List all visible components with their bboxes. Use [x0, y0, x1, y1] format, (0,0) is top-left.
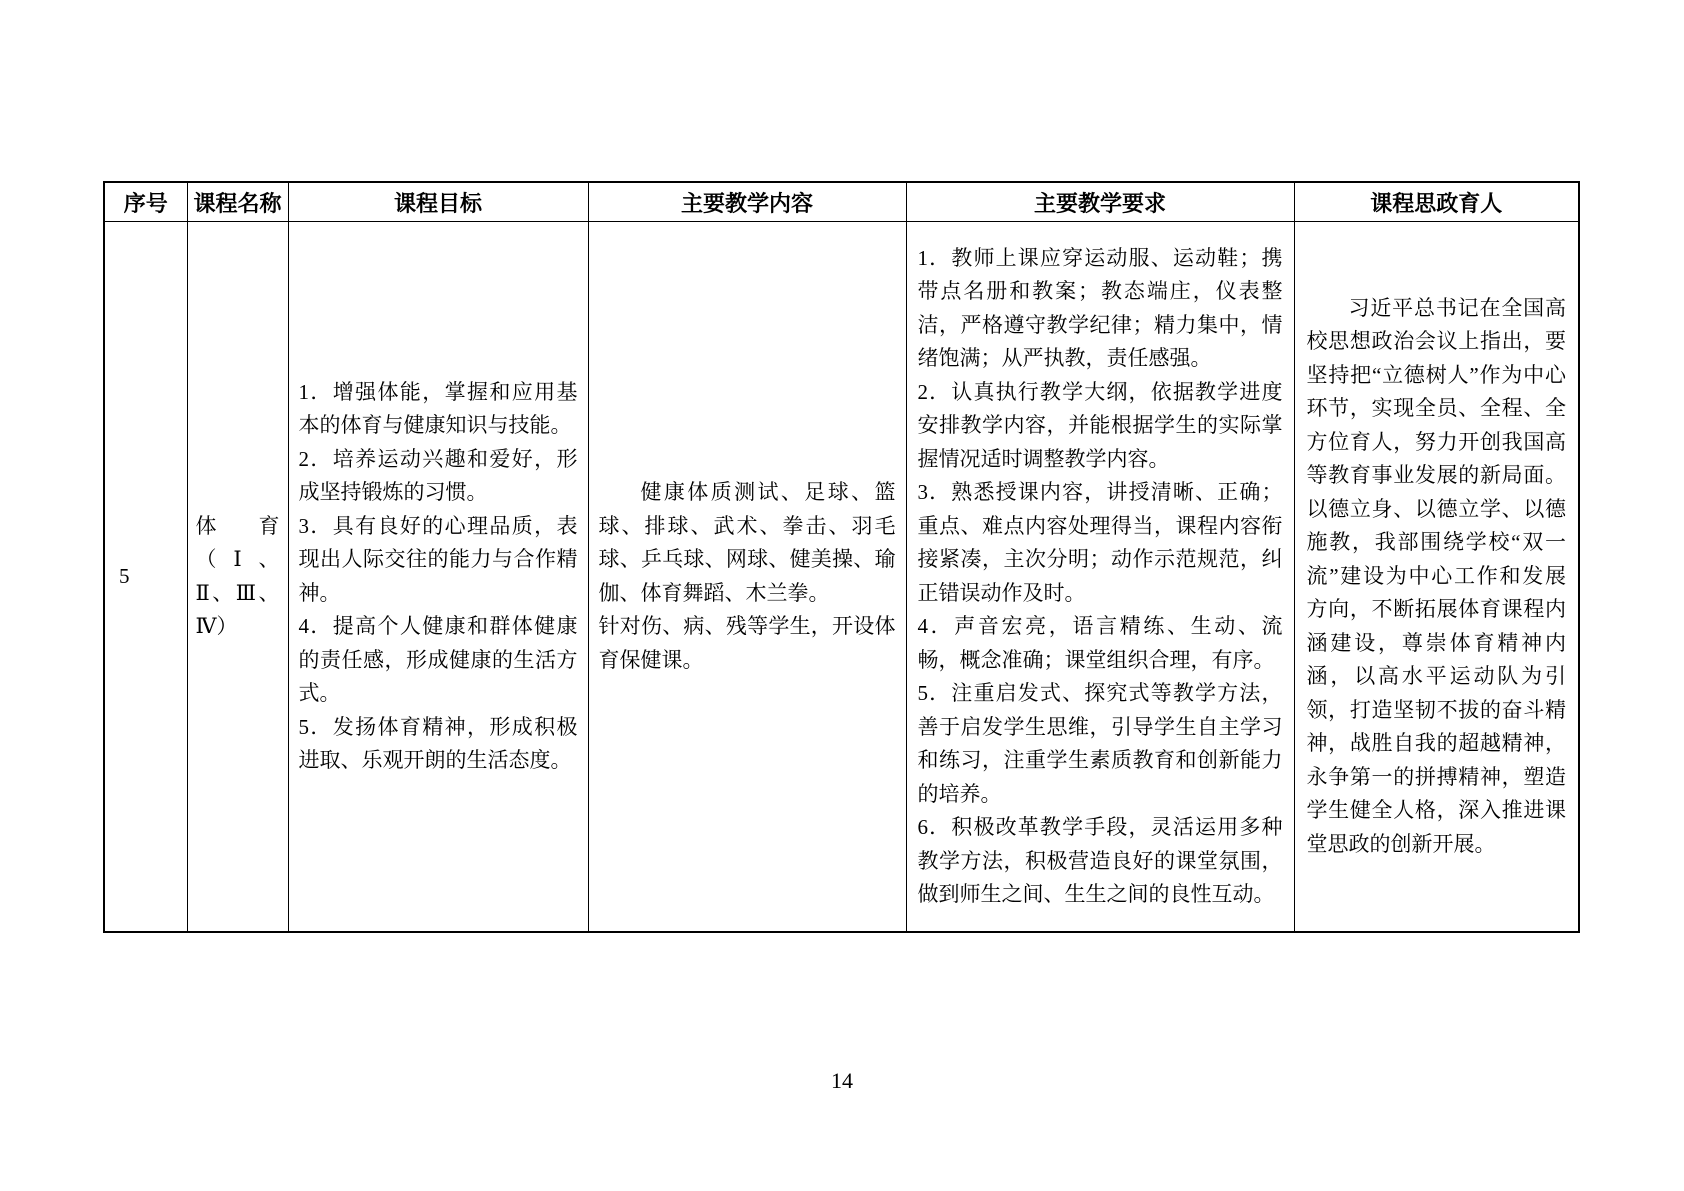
- objective-item: 5．发扬体育精神，形成积极进取、乐观开朗的生活态度。: [298, 714, 578, 772]
- cell-index: 5: [104, 222, 187, 933]
- header-course-objectives: 课程目标: [288, 182, 588, 222]
- requirement-item: 1．教师上课应穿运动服、运动鞋；携带点名册和教案；教态端庄，仪表整洁，严格遵守教学纪律；精力集中，情绪饱满；从严执教，责任感强。: [917, 245, 1283, 370]
- objective-item: 2．培养运动兴趣和爱好，形成坚持锻炼的习惯。: [298, 446, 578, 504]
- cell-ideology-education: [1294, 222, 1579, 933]
- requirement-item: 2．认真执行教学大纲，依据教学进度安排教学内容，并能根据学生的实际掌握情况适时调整教学内容。: [917, 379, 1283, 471]
- objective-item: 3．具有良好的心理品质，表现出人际交往的能力与合作精神。: [298, 513, 578, 605]
- requirement-item: 6．积极改革教学手段，灵活运用多种教学方法，积极营造良好的课堂氛围，做到师生之间、生生之间的良性互动。: [917, 815, 1283, 906]
- objective-item: 1．增强体能，掌握和应用基本的体育与健康知识与技能。: [298, 379, 578, 437]
- header-teaching-content: 主要教学内容: [588, 182, 906, 222]
- table-row: [104, 222, 1579, 933]
- cell-teaching-content: [588, 222, 906, 933]
- objective-item: 4．提高个人健康和群体健康的责任感，形成健康的生活方式。: [298, 614, 578, 705]
- header-row: [104, 182, 1579, 222]
- cell-teaching-requirements: [906, 222, 1294, 933]
- header-index: 序号: [104, 182, 187, 222]
- header-ideology-education: 课程思政育人: [1294, 182, 1579, 222]
- requirement-item: 3．熟悉授课内容，讲授清晰、正确；重点、难点内容处理得当，课程内容衔接紧凑，主次分明；动作示范规范，纠正错误动作及时。: [917, 480, 1283, 605]
- requirement-item: 4．声音宏亮，语言精练、生动、流畅，概念准确；课堂组织合理，有序。: [917, 614, 1283, 672]
- header-teaching-requirements: 主要教学要求: [906, 182, 1294, 222]
- cell-course-objectives: [288, 222, 588, 933]
- page-number: 14: [831, 1068, 853, 1093]
- content-paragraph: 针对伤、病、残等学生，开设体育保健课。: [598, 614, 896, 672]
- course-table: [103, 181, 1580, 933]
- ideology-paragraph: 习近平总书记在全国高校思想政治会议上指出，要坚持把“立德树人”作为中心环节，实现全员、全程、全方位育人，努力开创我国高等教育事业发展的新局面。以德立身、以德立学、以德施教，我部围绕学校“双一流”建设为中心工作和发展方向，不断拓展体育课程内涵建设，尊崇体育精神内涵，以高水平运动队为引领，打造坚韧不拔的奋斗精神，战胜自我的超越精神，永争第一的拼搏精神，塑造学生健全人格，深入推进课堂思政的创新开展。: [1306, 295, 1566, 856]
- header-course-name: 课程名称: [187, 182, 288, 222]
- requirement-item: 5．注重启发式、探究式等教学方法，善于启发学生思维，引导学生自主学习和练习，注重学生素质教育和创新能力的培养。: [917, 681, 1283, 806]
- cell-course-name: 体育（Ⅰ、Ⅱ、Ⅲ、Ⅳ）: [187, 222, 288, 933]
- content-paragraph: 健康体质测试、足球、篮球、排球、武术、拳击、羽毛球、乒乓球、网球、健美操、瑜伽、体育舞蹈、木兰拳。: [598, 480, 896, 605]
